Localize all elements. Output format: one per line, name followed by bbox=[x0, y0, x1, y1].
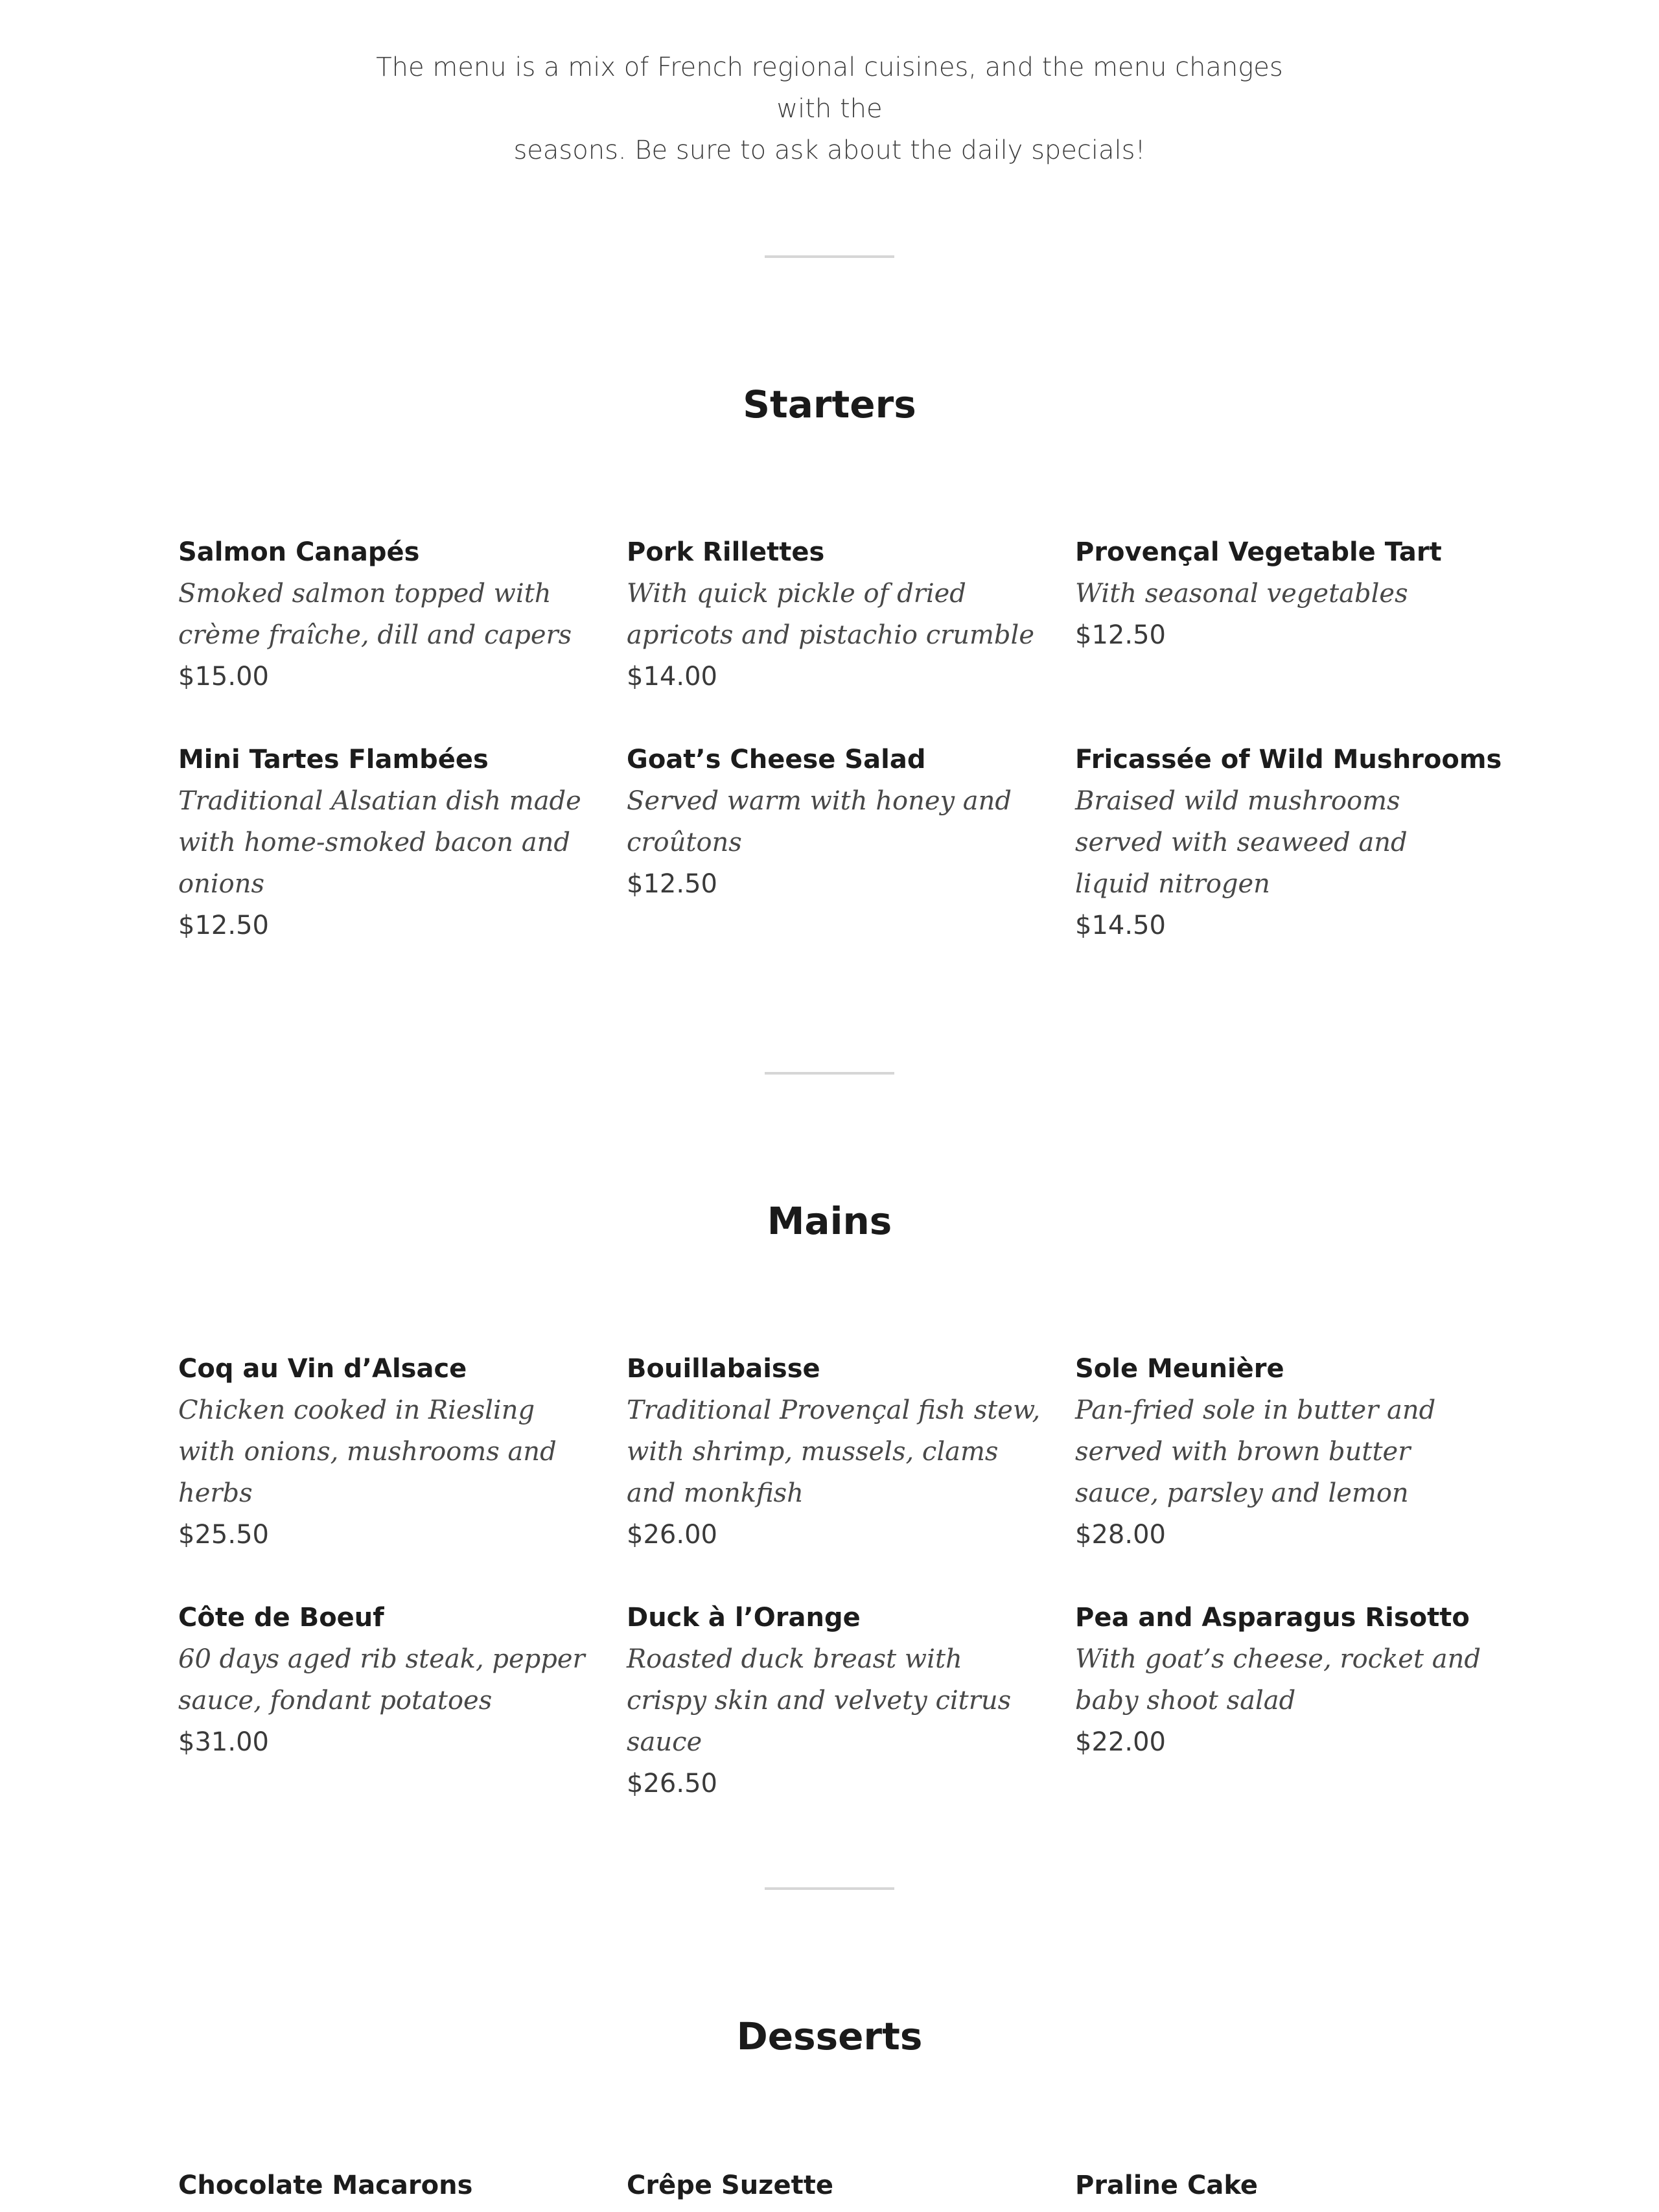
menu-item-name: Bouillabaisse bbox=[627, 1354, 820, 1384]
section-title-desserts: Desserts bbox=[736, 2014, 923, 2058]
menu-item-price: $12.50 bbox=[178, 911, 269, 940]
menu-item bbox=[627, 1597, 1041, 1804]
menu-item-name: Sole Meunière bbox=[1075, 1354, 1284, 1384]
menu-item-name: Goat’s Cheese Salad bbox=[627, 745, 926, 774]
menu-item bbox=[627, 531, 1041, 697]
menu-item-price: $25.50 bbox=[178, 1520, 269, 1550]
menu-item-name: Chocolate Macarons bbox=[178, 2171, 473, 2200]
menu-item bbox=[1075, 1597, 1490, 1763]
menu-item bbox=[1075, 531, 1490, 656]
section-divider bbox=[765, 255, 894, 258]
menu-item-description: Pan-fried sole in butter and served with brown butter sauce, parsley and lemon bbox=[1075, 1395, 1436, 1508]
menu-item-description: Traditional Provençal fish stew, with shrimp, mussels, clams and monkfish bbox=[627, 1395, 1041, 1508]
section-divider bbox=[765, 1887, 894, 1890]
menu-item bbox=[178, 1597, 593, 1763]
menu-item-name: Pork Rillettes bbox=[627, 537, 825, 567]
menu-item-description: With quick pickle of dried apricots and pistachio crumble bbox=[627, 579, 1034, 650]
menu-item-name: Provençal Vegetable Tart bbox=[1075, 537, 1442, 567]
menu-item bbox=[1075, 2165, 1490, 2206]
menu-item bbox=[1075, 1348, 1490, 1555]
menu-item-description: Served warm with honey and croûtons bbox=[627, 786, 1012, 857]
menu-item-name: Pea and Asparagus Risotto bbox=[1075, 1603, 1470, 1633]
menu-item bbox=[178, 531, 593, 697]
menu-item-price: $15.00 bbox=[178, 662, 269, 692]
section-divider bbox=[765, 1072, 894, 1075]
menu-item-price: $26.50 bbox=[627, 1769, 717, 1799]
menu-item-name: Duck à l’Orange bbox=[627, 1603, 861, 1633]
menu-item-description: Braised wild mushrooms served with seaweed and liquid nitrogen bbox=[1075, 786, 1408, 899]
menu-item-price: $14.00 bbox=[627, 662, 717, 692]
menu-item-description: 60 days aged rib steak, pepper sauce, fondant potatoes bbox=[178, 1644, 585, 1716]
menu-item-price: $31.00 bbox=[178, 1727, 269, 1757]
menu-item-name: Crêpe Suzette bbox=[627, 2171, 833, 2200]
menu-item-name: Coq au Vin d’Alsace bbox=[178, 1354, 467, 1384]
menu-item bbox=[178, 739, 593, 946]
menu-item-price: $12.50 bbox=[1075, 620, 1166, 650]
menu-item bbox=[627, 1348, 1041, 1555]
menu-item bbox=[178, 2165, 593, 2206]
section-title-mains: Mains bbox=[767, 1199, 892, 1243]
menu-item-price: $22.00 bbox=[1075, 1727, 1166, 1757]
menu-item bbox=[1075, 739, 1502, 946]
menu-intro-line-2: seasons. Be sure to ask about the daily specials! bbox=[513, 135, 1146, 165]
menu-item-description: With goat’s cheese, rocket and baby shoot salad bbox=[1075, 1644, 1481, 1716]
menu-item-description: Traditional Alsatian dish made with home-smoked bacon and onions bbox=[178, 786, 581, 899]
menu-item-description: With seasonal vegetables bbox=[1075, 579, 1408, 609]
menu-item-price: $28.00 bbox=[1075, 1520, 1166, 1550]
menu-item-name: Praline Cake bbox=[1075, 2171, 1258, 2200]
menu-intro-line-1: The menu is a mix of French regional cuisines, and the menu changes with the bbox=[376, 52, 1283, 124]
menu-item-price: $12.50 bbox=[627, 869, 717, 899]
section-title-starters: Starters bbox=[743, 382, 916, 426]
menu-item-name: Mini Tartes Flambées bbox=[178, 745, 489, 774]
menu-item-name: Côte de Boeuf bbox=[178, 1603, 384, 1633]
menu-intro bbox=[363, 47, 1296, 171]
menu-item bbox=[627, 739, 1041, 905]
menu-item-description: Roasted duck breast with crispy skin and velvety citrus sauce bbox=[627, 1644, 1012, 1757]
menu-item-price: $26.00 bbox=[627, 1520, 717, 1550]
menu-item-name: Salmon Canapés bbox=[178, 537, 420, 567]
menu-item bbox=[627, 2165, 1041, 2206]
menu-item-description: Chicken cooked in Riesling with onions, mushrooms and herbs bbox=[178, 1395, 557, 1508]
menu-item bbox=[178, 1348, 593, 1555]
menu-item-name: Fricassée of Wild Mushrooms bbox=[1075, 745, 1502, 774]
menu-item-description: Smoked salmon topped with crème fraîche, dill and capers bbox=[178, 579, 572, 650]
menu-item-price: $14.50 bbox=[1075, 911, 1166, 940]
